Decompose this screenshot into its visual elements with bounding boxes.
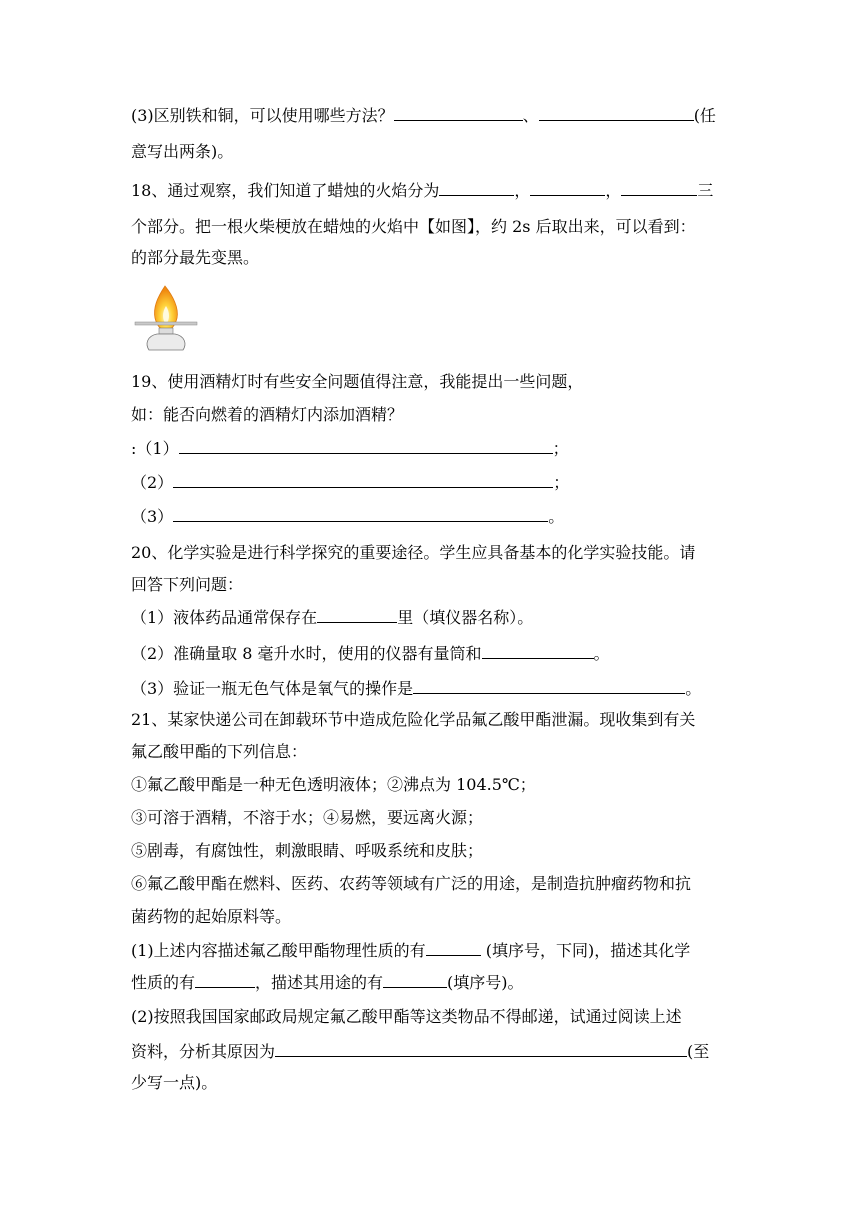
q20-item1-blank[interactable]: [317, 606, 397, 623]
q19-item1-blank[interactable]: [179, 437, 553, 454]
q18-line2: 个部分。把一根火柴梗放在蜡烛的火焰中【如图】，约 2s 后取出来，可以看到：: [131, 217, 696, 236]
q19-item3: [131, 505, 564, 527]
q21-line2: 氟乙酸甲酯的下列信息：: [131, 742, 308, 761]
q17-3-separator: 、: [522, 106, 539, 125]
q20-item2-end: 。: [593, 644, 610, 663]
q17-3-answer-blank-2[interactable]: [539, 104, 694, 121]
q21-p1-blank-physical[interactable]: [426, 939, 481, 956]
q21-p2-line2-text: 资料，分析其原因为: [131, 1042, 276, 1061]
q18-comma-1: ，: [514, 181, 531, 200]
q19-item2-label: （2）: [131, 473, 174, 492]
q19-line1: 19、使用酒精灯时有些安全问题值得注意，我能提出一些问题，: [131, 372, 584, 391]
q21-p1-text: (1)上述内容描述氟乙酸甲酯物理性质的有: [131, 941, 426, 960]
q19-item1: [131, 437, 569, 459]
q19-item3-end: 。: [548, 507, 565, 526]
q19-item2-blank[interactable]: [173, 471, 553, 488]
q21-p2-line2: [131, 1040, 709, 1062]
q21-p1-blank-chemical[interactable]: [195, 971, 255, 988]
q18-blank-1[interactable]: [439, 179, 514, 196]
q21-p1-mid: (填序号，下同)，描述其化学: [480, 941, 691, 960]
q17-3-answer-blank-1a[interactable]: [394, 104, 481, 121]
q20-item2-blank[interactable]: [482, 642, 594, 659]
q21-p2-blank-reason[interactable]: [275, 1040, 687, 1057]
q19-item3-label: （3）: [131, 507, 174, 526]
q19-item3-blank[interactable]: [173, 505, 548, 522]
q20-item3-text: （3）验证一瓶无色气体是氧气的操作是: [131, 679, 414, 698]
q20-line2: 回答下列问题：: [131, 575, 244, 594]
q17-3-line1: [131, 104, 716, 126]
q21-p2-line1: (2)按照我国国家邮政局规定氟乙酸甲酯等这类物品不得邮递，试通过阅读上述: [131, 1007, 682, 1026]
q20-item1-text: （1）液体药品通常保存在: [131, 608, 318, 627]
q20-item2-text: （2）准确量取 8 毫升水时，使用的仪器有量筒和: [131, 644, 482, 663]
q18-comma-2: ，: [605, 181, 622, 200]
q21-line1: 21、某家快递公司在卸载环节中造成危险化学品氟乙酸甲酯泄漏。现收集到有关: [131, 710, 696, 729]
q21-p1-blank-use[interactable]: [383, 971, 447, 988]
q20-item2: [131, 642, 610, 664]
q19-line2: 如：能否向燃着的酒精灯内添加酒精？: [131, 405, 404, 424]
q21-line6: ⑥氟乙酸甲酯在燃料、医药、农药等领域有广泛的用途，是制造抗肿瘤药物和抗: [131, 874, 692, 893]
q19-item2-end: ；: [553, 473, 570, 492]
q21-line5: ⑤剧毒，有腐蚀性，刺激眼睛、呼吸系统和皮肤；: [131, 841, 484, 860]
q19-item1-label: :（1）: [131, 439, 179, 458]
q17-3-line2: 意写出两条)。: [131, 142, 234, 161]
q19-item2: [131, 471, 569, 493]
q20-item1-end: 里（填仪器名称）。: [397, 608, 534, 627]
q21-p1-line2-mid: ，描述其用途的有: [255, 973, 384, 992]
q17-3-question: (3)区别铁和铜，可以使用哪些方法？: [131, 106, 394, 125]
q21-line4: ③可溶于酒精，不溶于水；④易燃，要远离火源；: [131, 808, 484, 827]
q20-item1: [131, 606, 533, 628]
q21-p2-line3: 少写一点)。: [131, 1073, 218, 1092]
q21-p1-line2-text: 性质的有: [131, 973, 196, 992]
q18-question: 18、通过观察，我们知道了蜡烛的火焰分为: [131, 181, 440, 200]
alcohol-lamp-flame-icon: [131, 284, 201, 354]
q18-line1-end: 三: [697, 181, 714, 200]
q20-item3-end: 。: [685, 679, 702, 698]
q17-3-line1-end: (任: [693, 106, 716, 125]
q18-line3: 的部分最先变黑。: [131, 248, 260, 267]
q21-p2-line2-end: (至: [687, 1042, 710, 1061]
q21-p1-line2: [131, 971, 524, 993]
q21-line7: 菌药物的起始原料等。: [131, 907, 292, 926]
q18-blank-3[interactable]: [621, 179, 697, 196]
q21-line3: ①氟乙酸甲酯是一种无色透明液体；②沸点为 104.5℃；: [131, 775, 536, 794]
q19-item1-end: ；: [552, 439, 569, 458]
q17-3-answer-blank-1b[interactable]: [481, 104, 523, 121]
q21-p1-line2-end: (填序号)。: [447, 973, 524, 992]
q20-line1: 20、化学实验是进行科学探究的重要途径。学生应具备基本的化学实验技能。请: [131, 543, 696, 562]
q20-item3-blank[interactable]: [413, 677, 685, 694]
q18-blank-2[interactable]: [530, 179, 605, 196]
q20-item3: [131, 677, 701, 699]
q18-line1: [131, 179, 713, 201]
q21-p1-line1: [131, 939, 690, 961]
